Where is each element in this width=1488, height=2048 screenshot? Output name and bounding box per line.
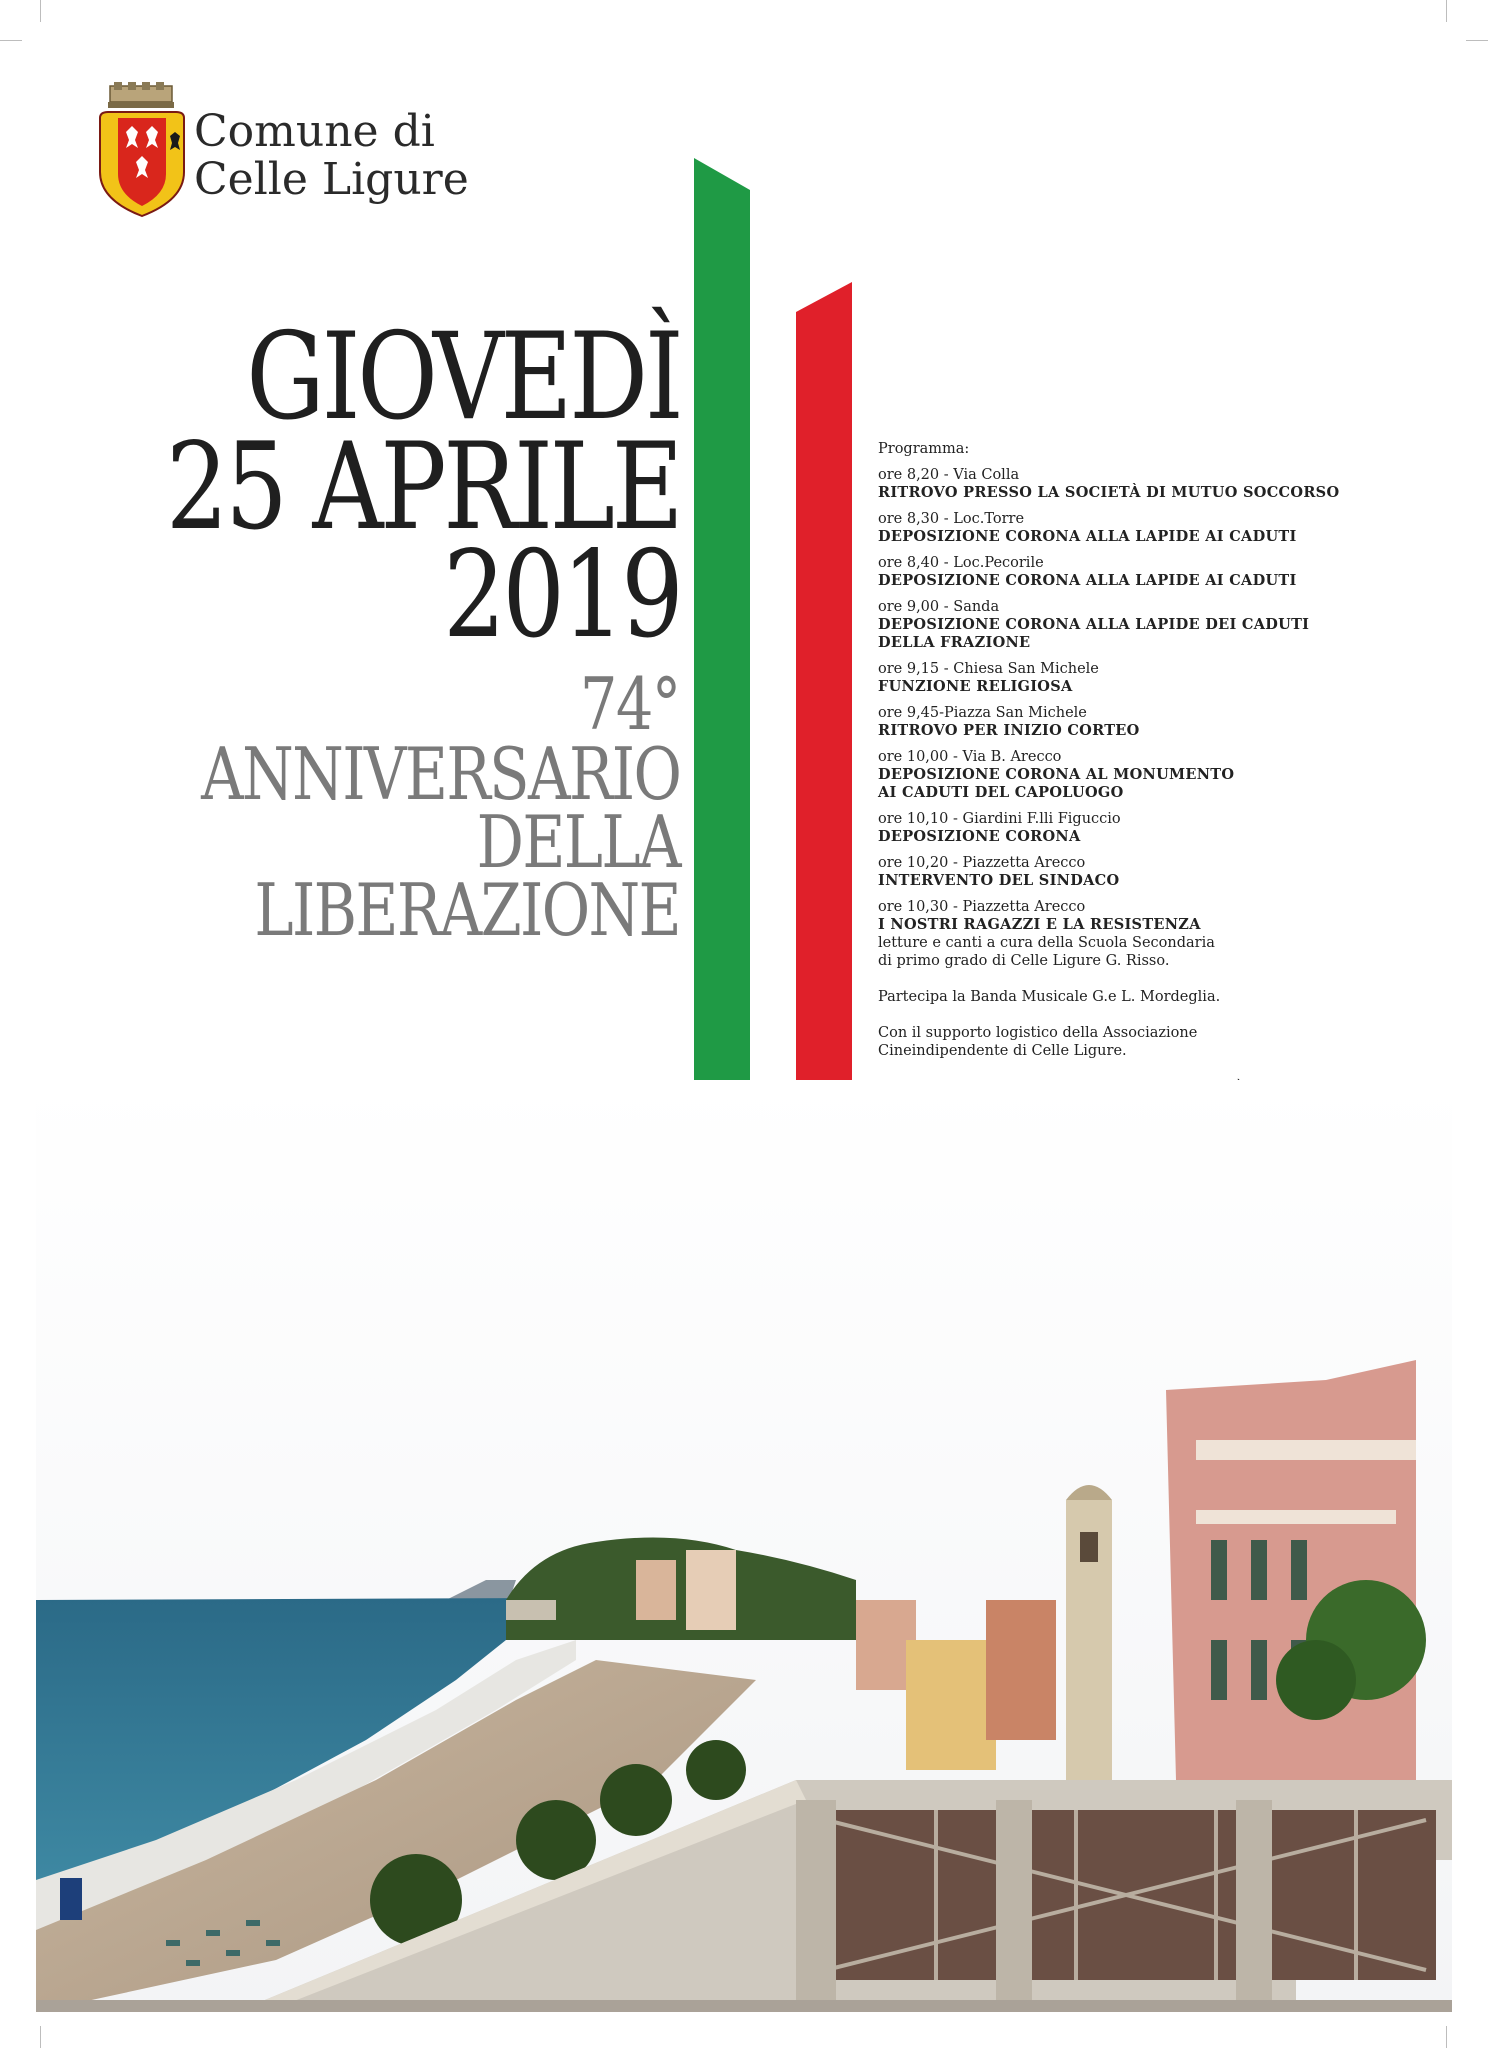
event-time: ore 10,00 - Via B. Arecco xyxy=(878,749,1062,765)
event-time: ore 9,00 - Sanda xyxy=(878,599,1000,615)
municipality-name-line2: Celle Ligure xyxy=(194,154,469,205)
event-title-cont: AI CADUTI DEL CAPOLUOGO xyxy=(878,784,1124,801)
program-events xyxy=(878,466,1438,970)
anniversary-line3: LIBERAZIONE xyxy=(254,868,680,952)
program-event xyxy=(878,810,1438,846)
program-event xyxy=(878,704,1438,740)
event-time: ore 8,40 - Loc.Pecorile xyxy=(878,555,1044,571)
coastal-town-photo xyxy=(36,1080,1452,2012)
event-title: DEPOSIZIONE CORONA AL MONUMENTO xyxy=(878,766,1235,783)
program-event xyxy=(878,598,1438,652)
event-title: DEPOSIZIONE CORONA ALLA LAPIDE AI CADUTI xyxy=(878,528,1297,545)
crop-mark xyxy=(1466,40,1488,41)
event-title: DEPOSIZIONE CORONA ALLA LAPIDE DEI CADUTI xyxy=(878,616,1310,633)
anniversary-line1: ANNIVERSARIO xyxy=(200,732,680,816)
headline-day: GIOVEDÌ xyxy=(245,308,680,447)
crop-mark xyxy=(0,40,22,41)
anniversary-line2: DELLA xyxy=(476,800,680,884)
event-time: ore 10,30 - Piazzetta Arecco xyxy=(878,899,1086,915)
headline-date: 25 APRILE xyxy=(165,418,680,557)
event-title: RITROVO PER INIZIO CORTEO xyxy=(878,722,1140,739)
municipality-name-line1: Comune di xyxy=(194,106,435,157)
municipality-name xyxy=(194,108,469,204)
program-event xyxy=(878,660,1438,696)
support-line2: Cineindipendente di Celle Ligure. xyxy=(878,1043,1127,1059)
band-line: Partecipa la Banda Musicale G.e L. Mordeglia. xyxy=(878,989,1221,1005)
program-label: Programma: xyxy=(878,441,970,457)
event-title: INTERVENTO DEL SINDACO xyxy=(878,872,1120,889)
support-line1: Con il supporto logistico della Associazione xyxy=(878,1025,1198,1041)
program-event xyxy=(878,854,1438,890)
support-note xyxy=(878,1024,1438,1060)
event-title-cont: DELLA FRAZIONE xyxy=(878,634,1031,651)
program-event xyxy=(878,898,1438,970)
municipal-crest-icon xyxy=(96,82,188,222)
program-event xyxy=(878,554,1438,590)
band-note xyxy=(878,988,1438,1006)
program-event xyxy=(878,510,1438,546)
crop-mark xyxy=(1446,2026,1447,2048)
event-time: ore 9,15 - Chiesa San Michele xyxy=(878,661,1099,677)
event-time: ore 8,20 - Via Colla xyxy=(878,467,1020,483)
photo-credit-logo xyxy=(60,1878,82,1920)
event-title: I NOSTRI RAGAZZI E LA RESISTENZA xyxy=(878,916,1201,933)
event-time: ore 8,30 - Loc.Torre xyxy=(878,511,1025,527)
program-event xyxy=(878,748,1438,802)
event-title: DEPOSIZIONE CORONA ALLA LAPIDE AI CADUTI xyxy=(878,572,1297,589)
crop-mark xyxy=(40,0,41,22)
anniversary-number: 74° xyxy=(580,662,680,746)
crop-mark xyxy=(40,2026,41,2048)
event-title: FUNZIONE RELIGIOSA xyxy=(878,678,1073,695)
event-title: DEPOSIZIONE CORONA xyxy=(878,828,1081,845)
event-note: di primo grado di Celle Ligure G. Risso. xyxy=(878,953,1170,969)
event-time: ore 9,45-Piazza San Michele xyxy=(878,705,1087,721)
event-time: ore 10,10 - Giardini F.lli Figuccio xyxy=(878,811,1121,827)
event-title: RITROVO PRESSO LA SOCIETÀ DI MUTUO SOCCORSO xyxy=(878,484,1340,501)
event-time: ore 10,20 - Piazzetta Arecco xyxy=(878,855,1086,871)
headline-year: 2019 xyxy=(442,526,680,665)
program-event xyxy=(878,466,1438,502)
event-note: letture e canti a cura della Scuola Secondaria xyxy=(878,935,1215,951)
crop-mark xyxy=(1446,0,1447,22)
